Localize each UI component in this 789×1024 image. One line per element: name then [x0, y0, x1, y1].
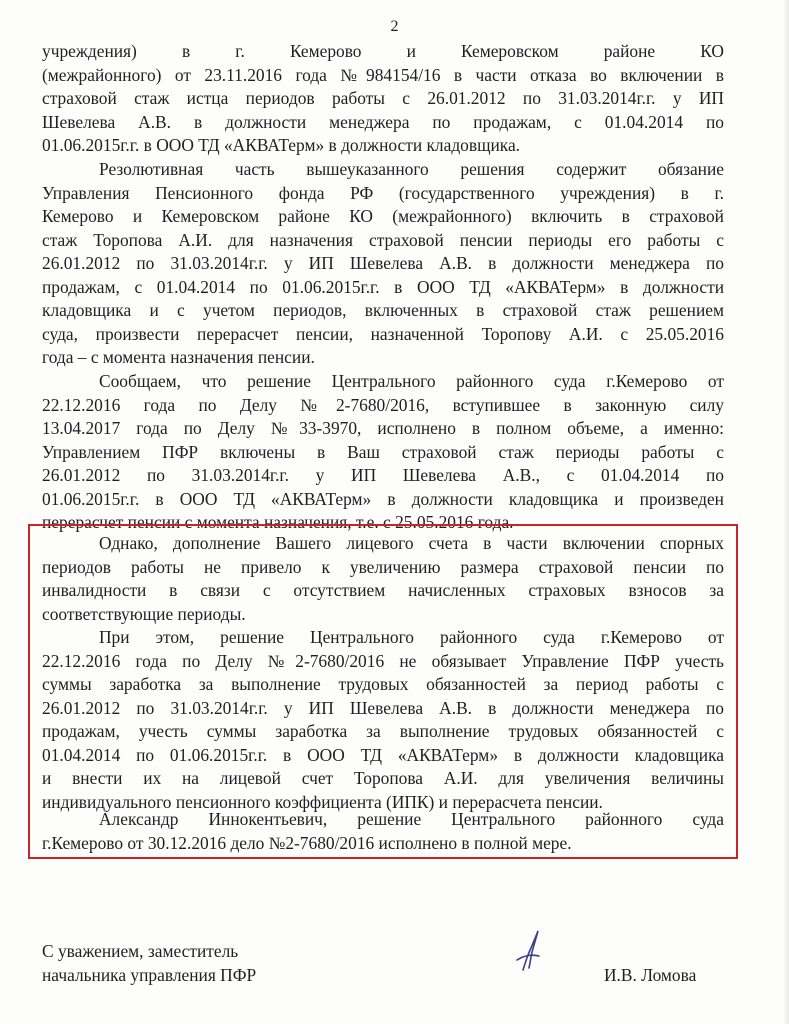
closing-block	[42, 940, 256, 987]
text-line: суммы заработка за выполнение трудовых обязанностей за период работы с	[42, 674, 724, 694]
text-line: стаж Торопова А.И. для назначения страховой пенсии периоды его работы с	[42, 229, 724, 250]
text-line: суда, произвести перерасчет пенсии, назначенной Торопову А.И. с 25.05.2016	[42, 323, 724, 344]
text-line: и внести их на лицевой счет Торопова А.И. для увеличения величины	[42, 768, 724, 788]
signature-mark	[505, 926, 553, 974]
paragraph-conclusion	[42, 808, 724, 855]
text-line: перерасчет пенсии с момента назначения, т.е. с 25.05.2016 года.	[42, 512, 514, 532]
text-line: 26.01.2012 по 31.03.2014г.г. у ИП Шевелева А.В. в должности менеджера по	[42, 253, 724, 273]
text-line: Однако, дополнение Вашего лицевого счета в части включении спорных	[99, 533, 724, 553]
text-line: При этом, решение Центрального районного суда г.Кемерово от	[99, 627, 724, 647]
paragraph-court-not-obliging	[42, 626, 724, 814]
text-line: 22.12.2016 года по Делу №2-7680/2016, вступившее в законную силу	[42, 394, 724, 415]
text-line: Сообщаем, что решение Центрального районного суда г.Кемерово от	[99, 371, 724, 391]
page-number: 2	[390, 18, 399, 35]
text-line: 22.12.2016 года по Делу №2-7680/2016 не обязывает Управление ПФР учесть	[42, 650, 724, 671]
text-line: соответствующие периоды.	[42, 603, 246, 624]
text-line: продажам, учесть суммы заработка за выполнение трудовых обязанностей с	[42, 721, 724, 741]
text-line: индивидуального пенсионного коэффициента (ИПК) и перерасчета пенсии.	[42, 791, 603, 812]
text-line: 26.01.2012 по 31.03.2014г.г. у ИП Шевелева А.В. в должности менеджера по	[42, 697, 724, 718]
text-line: периодов работы не привело к увеличению размера страховой пенсии по	[42, 556, 724, 577]
text-line: страховой стаж истца периодов работы с 26.01.2012 по 31.03.2014г.г. у ИП	[42, 88, 724, 108]
text-line: Александр Иннокентьевич, решение Центрального районного суда	[99, 809, 724, 829]
text-line: 26.01.2012 по 31.03.2014г.г. у ИП Шевелева А.В., с 01.04.2014 по	[42, 465, 724, 485]
text-line: 01.06.2015г.г. в ООО ТД «АКВАТерм» в должности кладовщика и произведен	[42, 488, 724, 509]
text-line: продажам, с 01.04.2014 по 01.06.2015г.г. в ООО ТД «АКВАТерм» в должности	[42, 276, 724, 297]
text-line: Управления Пенсионного фонда РФ (государственного учреждения) в г.	[42, 182, 724, 203]
text-line: 01.04.2014 по 01.06.2015г.г. в ООО ТД «АКВАТерм» в должности кладовщика	[42, 744, 724, 765]
paragraph-resolution	[42, 158, 724, 370]
text-line: (межрайонного) от 23.11.2016 года №984154/16 в части отказа во включении в	[42, 64, 724, 85]
paragraph-court-decision-context	[42, 40, 724, 158]
scan-edge-shadow	[783, 0, 789, 1024]
paragraph-no-pension-increase	[42, 532, 724, 626]
text-line: Шевелева А.В. в должности менеджера по продажам, с 01.04.2014 по	[42, 111, 724, 132]
text-line: г.Кемерово от 30.12.2016 дело №2-7680/2016 исполнено в полной мере.	[42, 832, 572, 853]
signer-name: И.В. Ломова	[604, 965, 697, 985]
text-line: Резолютивная часть вышеуказанного решения содержит обязание	[99, 159, 724, 179]
text-line: 13.04.2017 года по Делу №33-3970, исполнено в полном объеме, а именно:	[42, 418, 724, 438]
closing-salutation: С уважением, заместитель	[42, 941, 239, 961]
text-line: Кемерово и Кемеровском районе КО (межрайонного) включить в страховой	[42, 206, 724, 226]
text-line: года – с момента назначения пенсии.	[42, 347, 315, 367]
text-line: Управлением ПФР включены в Ваш страховой стаж периоды работы с	[42, 441, 724, 462]
text-line: 01.06.2015г.г. в ООО ТД «АКВАТерм» в должности кладовщика.	[42, 135, 521, 155]
text-line: инвалидности в связи с отсутствием начисленных страховых взносов за	[42, 580, 724, 600]
text-line: учреждения) в г. Кемерово и Кемеровском районе КО	[42, 41, 724, 61]
paragraph-execution-notice	[42, 370, 724, 535]
text-line: кладовщика и с учетом периодов, включенных в страховой стаж решением	[42, 300, 724, 320]
closing-position: начальника управления ПФР	[42, 964, 257, 985]
